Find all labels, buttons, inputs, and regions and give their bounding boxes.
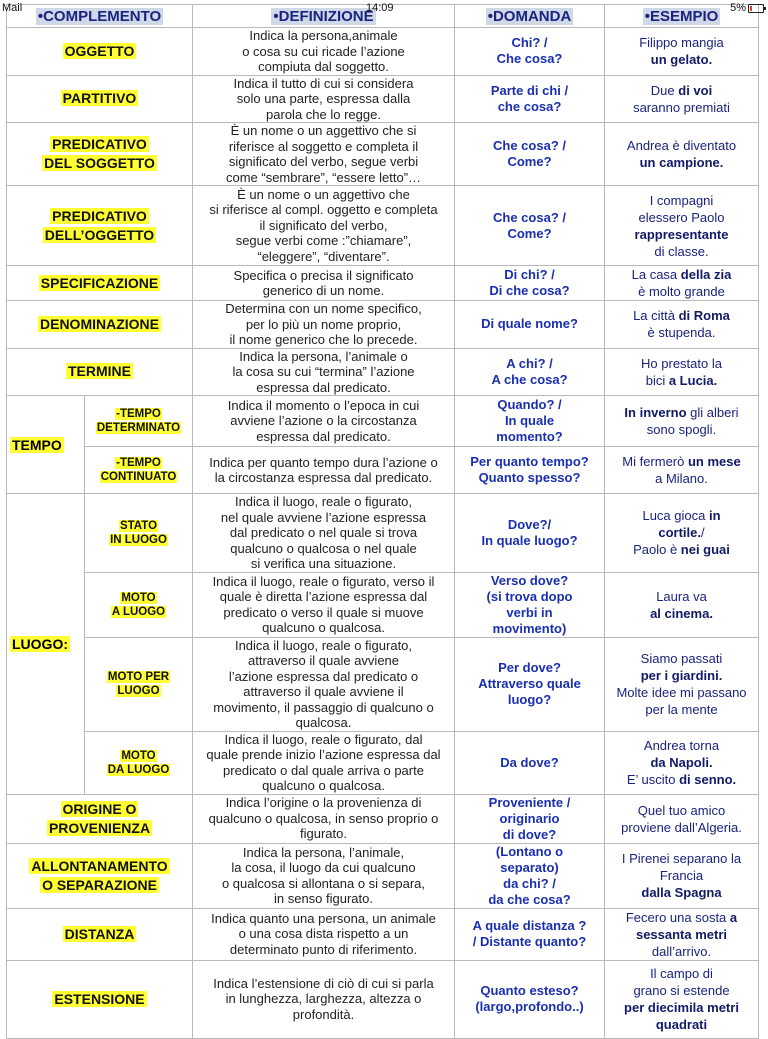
- esempio-highlight: in: [708, 508, 721, 524]
- group-luogo: [7, 494, 85, 795]
- complemento-name: -TEMPO: [116, 408, 161, 420]
- domanda-line: Di chi? /: [504, 267, 555, 282]
- domanda-line: Per quanto tempo?: [470, 454, 589, 469]
- definizione-line: Indica quanto una persona, un animale: [211, 910, 436, 926]
- battery-icon: [748, 4, 764, 13]
- definizione-line: attraverso il quale avviene il: [243, 684, 404, 699]
- esempio-cell: [605, 447, 759, 494]
- definizione-line: Indica il luogo, reale o figurato,: [234, 637, 413, 653]
- domanda-cell: [455, 266, 605, 301]
- complemento-cell: [7, 186, 193, 266]
- complemento-cell: [7, 28, 193, 76]
- domanda-line: Attraverso quale: [478, 676, 581, 691]
- complemento-name: CONTINUATO: [100, 471, 177, 483]
- definizione-line: Indica il tutto di cui si considera: [233, 75, 414, 91]
- esempio-text: Fecero una sosta: [625, 909, 730, 925]
- complemento-name: PARTITIVO: [62, 90, 137, 107]
- domanda-cell: [455, 794, 605, 843]
- esempio-highlight: nei guai: [680, 542, 730, 558]
- definizione-line: solo una parte, espressa dalla: [236, 91, 411, 106]
- complemento-cell: [7, 75, 193, 123]
- esempio-highlight: cortile.: [658, 525, 701, 541]
- domanda-line: da chi? /: [503, 875, 556, 891]
- definizione-line: si verifica una situazione.: [250, 556, 397, 571]
- definizione-line: significato del verbo, segue verbi: [228, 154, 419, 169]
- esempio-text: La città: [633, 308, 679, 324]
- complemento-name: MOTO PER: [107, 671, 170, 683]
- esempio-text: Luca gioca: [642, 508, 709, 524]
- domanda-line: In quale luogo?: [481, 532, 578, 548]
- domanda-line: movimento): [492, 620, 567, 636]
- domanda-line: (si trova dopo: [486, 588, 573, 604]
- table-row: [7, 572, 759, 637]
- esempio-cell: [605, 348, 759, 396]
- definizione-line: Indica il luogo, reale o figurato, verso il: [212, 573, 435, 589]
- definizione-cell: [193, 794, 455, 843]
- complemento-name: PREDICATIVO: [52, 207, 147, 224]
- domanda-line: Di che cosa?: [489, 283, 570, 298]
- definizione-line: È un nome o un aggettivo che si: [230, 123, 417, 138]
- esempio-text: Paolo è: [633, 542, 681, 558]
- domanda-line: In quale: [504, 413, 555, 428]
- esempio-text: I compagni: [649, 192, 714, 208]
- table-row: [7, 301, 759, 349]
- definizione-line: parola che lo regge.: [266, 106, 381, 122]
- esempio-highlight: dalla Spagna: [641, 885, 722, 900]
- complemento-cell: [85, 637, 193, 731]
- domanda-line: Quanto esteso?: [480, 983, 579, 998]
- esempio-text: Siamo passati: [640, 651, 723, 666]
- esempio-text: grano si estende: [633, 983, 730, 998]
- definizione-line: la cosa su cui “termina” l’azione: [232, 364, 415, 379]
- complemento-name: IN LUOGO: [110, 533, 167, 546]
- esempio-cell: [605, 301, 759, 349]
- table-row: [7, 186, 759, 266]
- esempio-text: Due: [650, 82, 679, 98]
- definizione-line: attraverso il quale avviene: [247, 653, 400, 668]
- domanda-line: Da dove?: [500, 754, 559, 770]
- definizione-cell: [193, 186, 455, 266]
- complemento-name: DA LUOGO: [107, 763, 170, 776]
- group-tempo: [7, 396, 85, 494]
- definizione-line: Indica per quanto tempo dura l’azione o: [209, 454, 438, 470]
- domanda-line: Parte di chi /: [490, 82, 569, 98]
- header-domanda: •DOMANDA: [455, 5, 605, 28]
- definizione-line: quale prende inizio l’azione espressa dal: [206, 747, 441, 762]
- definizione-line: quale è diretta l’azione espressa dal: [219, 589, 428, 604]
- esempio-highlight: sessanta metri: [635, 926, 728, 942]
- esempio-cell: [605, 186, 759, 266]
- definizione-line: espressa dal predicato.: [256, 379, 391, 395]
- domanda-line: Che cosa? /: [493, 209, 566, 225]
- table-row: [7, 123, 759, 186]
- definizione-line: si riferisce al compl. oggetto e completa: [209, 202, 438, 218]
- definizione-line: l’azione espressa dal predicato o: [228, 668, 419, 684]
- domanda-cell: [455, 572, 605, 637]
- status-bar: [0, 0, 768, 18]
- domanda-line: Quando? /: [497, 397, 562, 412]
- domanda-line: Come?: [507, 154, 552, 169]
- esempio-text: I Pirenei separano la: [621, 851, 742, 866]
- group-label: LUOGO:: [12, 635, 68, 652]
- domanda-line: / Distante quanto?: [472, 934, 587, 949]
- header-complemento: •COMPLEMENTO: [7, 5, 193, 28]
- esempio-cell: [605, 794, 759, 843]
- definizione-line: il nome generico che lo precede.: [229, 332, 418, 347]
- domanda-cell: [455, 494, 605, 573]
- definizione-line: Indica la persona, l’animale,: [242, 844, 405, 860]
- esempio-text: per la mente: [645, 702, 718, 717]
- complemento-cell: [85, 447, 193, 494]
- complemento-cell: [85, 396, 193, 447]
- esempio-cell: [605, 494, 759, 573]
- definizione-line: in lunghezza, larghezza, altezza o: [225, 991, 422, 1007]
- table-row: [7, 731, 759, 794]
- definizione-cell: [193, 731, 455, 794]
- domanda-line: Quanto spesso?: [478, 470, 581, 485]
- domanda-line: verbi in: [506, 604, 553, 620]
- status-battery-percent: 5%: [730, 2, 746, 14]
- esempio-highlight: quadrati: [655, 1017, 708, 1032]
- definizione-line: determinato punto di riferimento.: [229, 941, 418, 957]
- complemento-cell: [85, 494, 193, 573]
- definizione-line: profondità.: [292, 1006, 355, 1022]
- esempio-highlight: un campione.: [639, 155, 724, 170]
- esempio-text: Francia: [659, 868, 704, 883]
- definizione-line: per lo più un nome proprio,: [245, 316, 402, 332]
- definizione-line: figurato.: [300, 826, 347, 842]
- definizione-line: nel quale avviene l’azione espressa: [220, 509, 427, 525]
- esempio-cell: [605, 123, 759, 186]
- definizione-cell: [193, 28, 455, 76]
- complemento-name: ORIGINE O: [62, 800, 137, 817]
- esempio-highlight: per diecimila metri: [624, 1000, 739, 1015]
- table-row: [7, 348, 759, 396]
- esempio-text: Laura va: [656, 588, 707, 604]
- definizione-line: Indica la persona,animale: [249, 28, 398, 43]
- definizione-cell: [193, 447, 455, 494]
- domanda-line: Per dove?: [498, 660, 561, 675]
- domanda-line: da che cosa?: [488, 891, 571, 907]
- complemento-cell: [85, 731, 193, 794]
- esempio-text: di classe.: [654, 243, 709, 259]
- complemento-name: PREDICATIVO: [52, 136, 147, 152]
- domanda-line: (Lontano o: [495, 843, 564, 859]
- complemento-name: PROVENIENZA: [48, 819, 151, 836]
- domanda-cell: [455, 843, 605, 908]
- definizione-cell: [193, 75, 455, 123]
- complemento-cell: [7, 960, 193, 1038]
- domanda-line: (largo,profondo..): [475, 999, 584, 1014]
- definizione-line: qualcuno o qualcosa o nel quale: [230, 540, 417, 556]
- complemento-name: O SEPARAZIONE: [42, 876, 157, 893]
- definizione-line: Indica la persona, l’animale o: [239, 348, 408, 364]
- esempio-text: Molte idee mi passano: [616, 685, 747, 700]
- definizione-line: segue verbi come :”chiamare”,: [235, 233, 412, 249]
- complemento-name: STATO: [119, 519, 158, 532]
- table-row: [7, 494, 759, 573]
- domanda-line: Come?: [507, 225, 552, 241]
- table-row: [7, 843, 759, 908]
- complemento-name: MOTO: [121, 749, 156, 762]
- definizione-cell: [193, 494, 455, 573]
- domanda-line: Proveniente /: [488, 794, 571, 810]
- definizione-line: avviene l’azione o la circostanza: [230, 413, 417, 429]
- definizione-cell: [193, 396, 455, 447]
- complemento-name: ALLONTANAMENTO: [31, 857, 168, 874]
- esempio-text: sono spogli.: [646, 422, 717, 437]
- definizione-cell: [193, 908, 455, 960]
- domanda-line: A che cosa?: [491, 371, 568, 387]
- definizione-cell: [193, 123, 455, 186]
- definizione-line: in senso figurato.: [273, 891, 373, 906]
- domanda-line: Di quale nome?: [481, 316, 578, 332]
- complemento-name: DISTANZA: [64, 925, 135, 942]
- esempio-text: è molto grande: [638, 284, 725, 299]
- table-row: [7, 447, 759, 494]
- esempio-cell: [605, 266, 759, 301]
- esempio-cell: [605, 908, 759, 960]
- esempio-highlight: per i giardini.: [640, 668, 723, 683]
- esempio-text: è stupenda.: [647, 325, 716, 341]
- esempio-text: proviene dall’Algeria.: [621, 819, 742, 835]
- complemento-name: A LUOGO: [111, 605, 166, 618]
- domanda-line: luogo?: [507, 692, 552, 707]
- esempio-text: /: [701, 525, 705, 541]
- complemento-cell: [7, 123, 193, 186]
- domanda-line: Che cosa? /: [493, 138, 566, 153]
- complemento-cell: [7, 794, 193, 843]
- domanda-line: Verso dove?: [490, 572, 569, 588]
- domanda-cell: [455, 28, 605, 76]
- esempio-highlight: un mese: [687, 454, 741, 469]
- complemento-name: LUOGO: [117, 685, 160, 697]
- table-row: [7, 637, 759, 731]
- esempio-highlight: rappresentante: [634, 226, 729, 242]
- definizione-line: generico di un nome.: [262, 283, 385, 298]
- definizione-line: o cosa su cui ricade l’azione: [242, 43, 405, 59]
- esempio-text: saranno premiati: [633, 99, 730, 115]
- complemento-name: TERMINE: [68, 363, 131, 380]
- definizione-line: qualcosa.: [295, 715, 352, 730]
- table-row: [7, 396, 759, 447]
- esempio-text: Filippo mangia: [639, 35, 724, 51]
- esempio-text: bici: [645, 372, 669, 388]
- esempio-text: Andrea torna: [643, 738, 720, 753]
- domanda-line: Dove?/: [507, 516, 552, 532]
- definizione-line: qualcuno o qualcosa.: [262, 620, 385, 635]
- definizione-line: “eleggere”, “diventare”.: [257, 248, 390, 264]
- complemento-cell: [7, 301, 193, 349]
- status-app-label: Mail: [2, 2, 23, 14]
- esempio-text: Mi fermerò: [622, 454, 688, 469]
- table-row: [7, 28, 759, 76]
- definizione-cell: [193, 266, 455, 301]
- definizione-line: la cosa, il luogo da cui qualcuno: [231, 860, 416, 875]
- esempio-cell: [605, 637, 759, 731]
- definizione-line: compiuta dal soggetto.: [258, 59, 389, 74]
- esempio-highlight: a Lucia.: [668, 372, 718, 388]
- definizione-line: la circostanza espressa dal predicato.: [214, 470, 433, 485]
- esempio-text: gli alberi: [686, 405, 739, 420]
- domanda-line: di dove?: [502, 826, 557, 842]
- complementi-table: [6, 4, 759, 1039]
- complemento-name: DELL’OGGETTO: [44, 226, 155, 243]
- domanda-cell: [455, 960, 605, 1038]
- definizione-line: Indica il luogo, reale o figurato,: [234, 494, 413, 509]
- esempio-cell: [605, 731, 759, 794]
- definizione-cell: [193, 637, 455, 731]
- domanda-line: A chi? /: [506, 355, 553, 371]
- domanda-line: originario: [499, 810, 560, 826]
- table-row: [7, 908, 759, 960]
- esempio-cell: [605, 396, 759, 447]
- esempio-highlight: di voi: [678, 82, 713, 98]
- complemento-cell: [7, 908, 193, 960]
- complemento-name: DENOMINAZIONE: [40, 315, 159, 332]
- domanda-line: Chi? /: [511, 35, 548, 51]
- domanda-cell: [455, 908, 605, 960]
- domanda-line: A quale distanza ?: [472, 918, 587, 933]
- esempio-cell: [605, 843, 759, 908]
- esempio-text: Ho prestato la: [641, 355, 722, 371]
- table-row: [7, 794, 759, 843]
- esempio-highlight: un gelato.: [650, 52, 713, 68]
- complemento-cell: [7, 266, 193, 301]
- definizione-cell: [193, 843, 455, 908]
- definizione-line: Indica il momento o l’epoca in cui: [227, 397, 420, 413]
- complemento-name: DETERMINATO: [96, 422, 181, 434]
- definizione-line: Indica l’origine o la provenienza di: [225, 795, 422, 811]
- domanda-cell: [455, 447, 605, 494]
- esempio-text: Andrea è diventato: [626, 138, 737, 153]
- complemento-name: MOTO: [121, 591, 156, 604]
- complemento-cell: [7, 348, 193, 396]
- table-row: [7, 75, 759, 123]
- table-row: [7, 266, 759, 301]
- complemento-cell: [85, 572, 193, 637]
- esempio-text: elessero Paolo: [638, 209, 725, 225]
- esempio-highlight: da Napoli.: [650, 755, 713, 770]
- esempio-highlight: della zia: [680, 267, 732, 282]
- complemento-name: -TEMPO: [116, 457, 161, 469]
- domanda-cell: [455, 348, 605, 396]
- definizione-line: Indica l’estensione di ciò di cui si parla: [213, 975, 434, 991]
- domanda-cell: [455, 731, 605, 794]
- domanda-cell: [455, 637, 605, 731]
- esempio-text: Il campo di: [650, 966, 713, 981]
- domanda-cell: [455, 396, 605, 447]
- definizione-line: movimento, il passaggio di qualcuno o: [213, 699, 434, 715]
- definizione-line: Determina con un nome specifico,: [225, 301, 422, 316]
- domanda-cell: [455, 186, 605, 266]
- definizione-line: o qualcosa si allontana o si separa,: [221, 875, 426, 891]
- domanda-line: separato): [500, 859, 559, 875]
- header-esempio: •ESEMPIO: [605, 5, 759, 28]
- complemento-cell: [7, 843, 193, 908]
- domanda-line: che cosa?: [497, 98, 562, 114]
- definizione-line: come “sembrare”, “essere letto”…: [225, 169, 422, 185]
- definizione-line: o una cosa dista rispetto a un: [238, 926, 409, 942]
- definizione-cell: [193, 572, 455, 637]
- definizione-line: il significato del verbo,: [259, 217, 388, 233]
- definizione-cell: [193, 301, 455, 349]
- esempio-highlight: a: [729, 909, 738, 925]
- complemento-name: DEL SOGGETTO: [44, 155, 155, 171]
- esempio-text: E’ uscito: [626, 772, 680, 787]
- esempio-text: La casa: [631, 267, 681, 282]
- definizione-line: qualcuno o qualcosa, in senso proprio o: [208, 810, 439, 826]
- esempio-highlight: di Roma: [678, 308, 730, 324]
- esempio-cell: [605, 572, 759, 637]
- esempio-highlight: al cinema.: [650, 605, 713, 621]
- complemento-name: OGGETTO: [64, 42, 135, 59]
- domanda-line: Che cosa?: [496, 51, 563, 67]
- esempio-highlight: di senno.: [679, 772, 737, 787]
- header-definizione: •DEFINIZIONE: [193, 5, 455, 28]
- definizione-line: È un nome o un aggettivo che: [237, 186, 410, 202]
- status-time: 14:09: [366, 2, 394, 14]
- definizione-line: espressa dal predicato.: [256, 428, 391, 444]
- esempio-cell: [605, 28, 759, 76]
- complemento-name: SPECIFICAZIONE: [40, 274, 159, 291]
- definizione-line: riferisce al soggetto e completa il: [228, 138, 419, 154]
- definizione-cell: [193, 960, 455, 1038]
- esempio-text: dall’arrivo.: [651, 943, 712, 959]
- definizione-line: Indica il luogo, reale o figurato, dal: [224, 731, 423, 747]
- complemento-name: ESTENSIONE: [54, 990, 145, 1007]
- esempio-cell: [605, 75, 759, 123]
- definizione-cell: [193, 348, 455, 396]
- esempio-text: Quel tuo amico: [637, 802, 726, 818]
- esempio-text: a Milano.: [655, 471, 708, 486]
- definizione-line: predicato o verso il quale si muove: [223, 604, 424, 620]
- definizione-line: qualcuno o qualcosa.: [262, 778, 385, 793]
- group-label: TEMPO: [12, 436, 62, 453]
- esempio-highlight: In inverno: [624, 405, 687, 420]
- definizione-line: Specifica o precisa il significato: [233, 267, 414, 283]
- domanda-cell: [455, 123, 605, 186]
- definizione-line: predicato o dal quale arriva o parte: [223, 762, 424, 778]
- table-row: [7, 960, 759, 1038]
- esempio-cell: [605, 960, 759, 1038]
- domanda-cell: [455, 75, 605, 123]
- definizione-line: dal predicato o nel quale si trova: [229, 525, 418, 540]
- domanda-cell: [455, 301, 605, 349]
- domanda-line: momento?: [496, 429, 563, 444]
